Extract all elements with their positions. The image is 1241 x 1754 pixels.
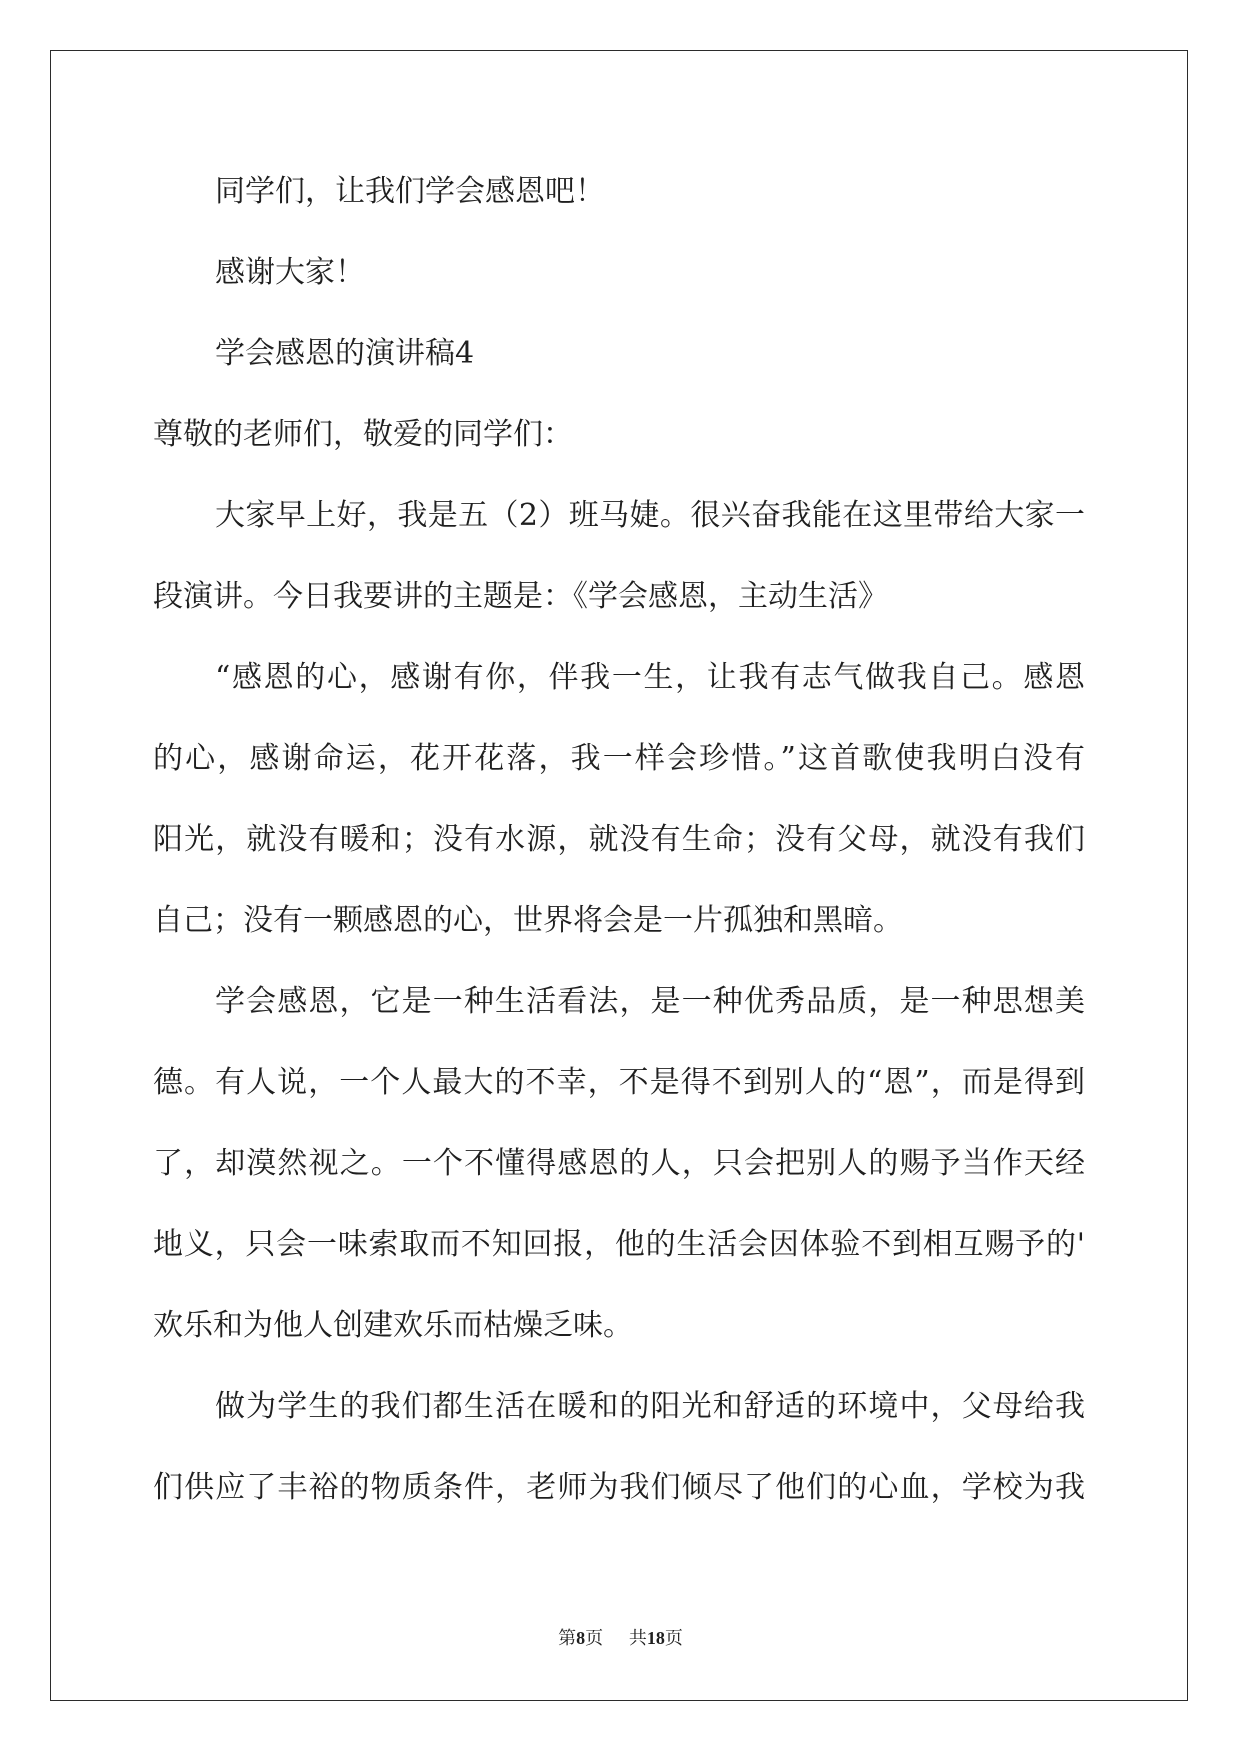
paragraph xyxy=(153,961,1085,1366)
body-line: “感恩的心，感谢有你，伴我一生，让我有志气做我自己。感恩 xyxy=(215,660,1085,695)
page-footer xyxy=(0,1626,1241,1651)
page-number-value: 8 xyxy=(576,1628,586,1648)
paragraph xyxy=(153,151,1085,232)
body-line: 阳光，就没有暖和；没有水源，就没有生命；没有父母，就没有我们 xyxy=(153,822,1085,857)
body-line: 了，却漠然视之。一个不懂得感恩的人，只会把别人的赐予当作天经 xyxy=(153,1146,1085,1181)
body-line: 做为学生的我们都生活在暖和的阳光和舒适的环境中，父母给我 xyxy=(215,1389,1085,1424)
page-number-prefix: 第 xyxy=(558,1628,577,1649)
total-pages-suffix: 页 xyxy=(664,1628,683,1649)
body-line: 德。有人说，一个人最大的不幸，不是得不到别人的“恩”，而是得到 xyxy=(153,1065,1085,1100)
total-pages-prefix: 共 xyxy=(628,1628,647,1649)
paragraph xyxy=(153,637,1085,961)
body-line: 自己；没有一颗感恩的心，世界将会是一片孤独和黑暗。 xyxy=(153,903,903,938)
body-line: 段演讲。今日我要讲的主题是：《学会感恩，主动生活》 xyxy=(153,579,888,614)
speech-title xyxy=(153,313,1085,394)
body-line: 地义，只会一味索取而不知回报，他的生活会因体验不到相互赐予的' xyxy=(153,1227,1085,1262)
page-number xyxy=(558,1628,609,1649)
body-line: 同学们，让我们学会感恩吧！ xyxy=(215,174,605,209)
paragraph xyxy=(153,1366,1085,1528)
body-line: 大家早上好，我是五（2）班马婕。很兴奋我能在这里带给大家一 xyxy=(215,498,1085,533)
salutation-text: 尊敬的老师们，敬爱的同学们： xyxy=(153,417,573,452)
body-line: 感谢大家！ xyxy=(215,255,365,290)
total-pages-value: 18 xyxy=(646,1628,665,1648)
page-number-suffix: 页 xyxy=(585,1628,604,1649)
body-line: 欢乐和为他人创建欢乐而枯燥乏味。 xyxy=(153,1308,633,1343)
paragraph xyxy=(153,475,1085,637)
paragraph xyxy=(153,232,1085,313)
salutation xyxy=(153,394,1085,475)
document-body xyxy=(153,151,1085,1528)
total-pages xyxy=(629,1628,683,1649)
body-line: 们供应了丰裕的物质条件，老师为我们倾尽了他们的心血，学校为我 xyxy=(153,1470,1085,1505)
body-line: 的心，感谢命运，花开花落，我一样会珍惜。”这首歌使我明白没有 xyxy=(153,741,1085,776)
body-line: 学会感恩，它是一种生活看法，是一种优秀品质，是一种思想美 xyxy=(215,984,1085,1019)
speech-title-text: 学会感恩的演讲稿4 xyxy=(215,336,475,371)
